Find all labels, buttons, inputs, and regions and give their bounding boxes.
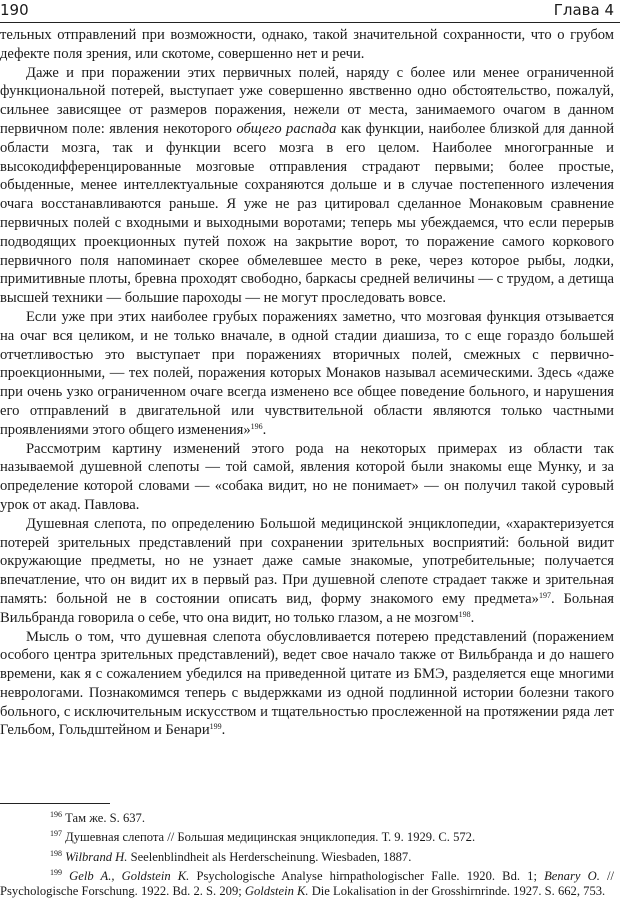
footnote-rule	[0, 803, 110, 804]
paragraph-1: тельных отправлений при возможности, однако, такой значительной сохранности, что о грубом дефекте поля зрения, или скотоме, совершенно нет и речи.	[0, 27, 614, 62]
body-text	[0, 26, 614, 740]
footnote-ref-199[interactable]: 199	[209, 722, 222, 732]
paragraph-5: Душевная слепота, по определению Большой медицинской энциклопедии, «характеризуется потерей зрительных представлений при сохранении зрительных восприятий: больной видит окружающие предметы, но не узнает даже самые знакомые, употребительные; получается впечатление, что он видит их в первый раз. При душевной слепоте страдает также и зрительная память: больной не в состоянии описать вид, форму знакомого ему предмета»$^{197}$. Больная Вильбранда говорила о себе, что она видит, но только глазом, а не мозгом$^{198}$.	[0, 515, 614, 626]
footnote-ref-197[interactable]: 197	[538, 590, 551, 600]
paragraph-4: Рассмотрим картину изменений этого рода на некоторых примерах из области так называемой душевной слепоты — той самой, явления которой были знакомы еще Мунку, и за определение которой словами — «собака видит, но не понимает» — он получил такой суровый урок от акад. Павлова.	[0, 440, 614, 513]
footnote-198: $^{198}$ Wilbrand H. Seelenblindheit als Herderscheinung. Wiesbaden, 1887.	[50, 848, 412, 864]
footnote-199: $^{199}$ Gelb A., Goldstein K. Psychologische Analyse hirnpathologischer Falle. 1920. Bd. 1; Benary O. // Psychologische Forschung. 1922. Bd. 2. S. 209; Goldstein K. Die Lokalisation in der Grosshirnrinde. 1927. S. 662, 753.	[0, 867, 614, 899]
footnote-196: $^{196}$ Там же. S. 637.	[50, 810, 146, 825]
paragraph-6: Мысль о том, что душевная слепота обусловливается потерею представлений (поражением особого центра зрительных представлений), ведет свое начало также от Вильбранда и до нашего времени, как я с сожалением убедился на приведенной цитате из БМЭ, разделяется еще многими неврологами. Познакомимся теперь с выдержками из одной подлинной истории болезни такого больного, с исключительным искусством и тщательностью прослеженной на протяжении ряда лет Гельбом, Гольдштейном и Бенари$^{199}$.	[0, 628, 614, 739]
footnotes	[0, 811, 614, 903]
paragraph-2: Даже и при поражении этих первичных полей, наряду с более или менее ограниченной функциональной потерей, выступает уже совершенно явственно одно обстоятельство, пожалуй, сильнее зависящее от размеров поражения, нежели от места, занимаемого очагом в данном первичном поле: явления некоторого общего распада как функции, наиболее близкой для данной области мозга, так и функции всего мозга в его целом. Наиболее многогранные и высокодифференцированные мозговые отправления страдают первыми; более простые, обыденные, менее интеллектуальные сохраняются дольше и в случае постепенного излечения очага восстанавливаются раньше. Я уже не раз цитировал сделанное Монаковым сравнение первичных полей с входными и выходными воротами; теперь мы убеждаемся, что если перерыв подводящих проекционных путей похож на закрытие ворот, то поражение самого коркового первичного поля напоминает скорее обмелевшее место в реке, через которое рыбы, лодки, примитивные плоты, бревна проходят свободно, баркасы средней величины — с трудом, а детища высшей техники — большие пароходы — не могут проследовать вовсе.	[0, 64, 615, 307]
running-header	[0, 0, 620, 24]
page-number: 190	[0, 1, 29, 19]
header-rule	[0, 22, 620, 23]
footnote-ref-196[interactable]: 196	[250, 421, 263, 431]
italic-term: общего распада	[236, 120, 337, 137]
footnote-197: $^{197}$ Душевная слепота // Большая медицинская энциклопедия. Т. 9. 1929. С. 572.	[50, 829, 476, 845]
paragraph-3: Если уже при этих наиболее грубых поражениях заметно, что мозговая функция отзывается на очаг вся целиком, и не только вначале, в одной стадии диашиза, то с еще гораздо большей отчетливостью это выступает при поражениях вторичных полей, смежных с первично-проекционными, — тех полей, поражения которых Монаков называл асемическими. Здесь «даже при очень узко ограниченном очаге всегда изменено все общее поведение больного, и нарушения его отправлений в двигательной или чувствительной области являются только частными проявлениями этого общего изменения»$^{196}$.	[0, 308, 614, 438]
chapter-title: Глава 4	[553, 1, 614, 19]
footnote-ref-198[interactable]: 198	[458, 609, 471, 619]
